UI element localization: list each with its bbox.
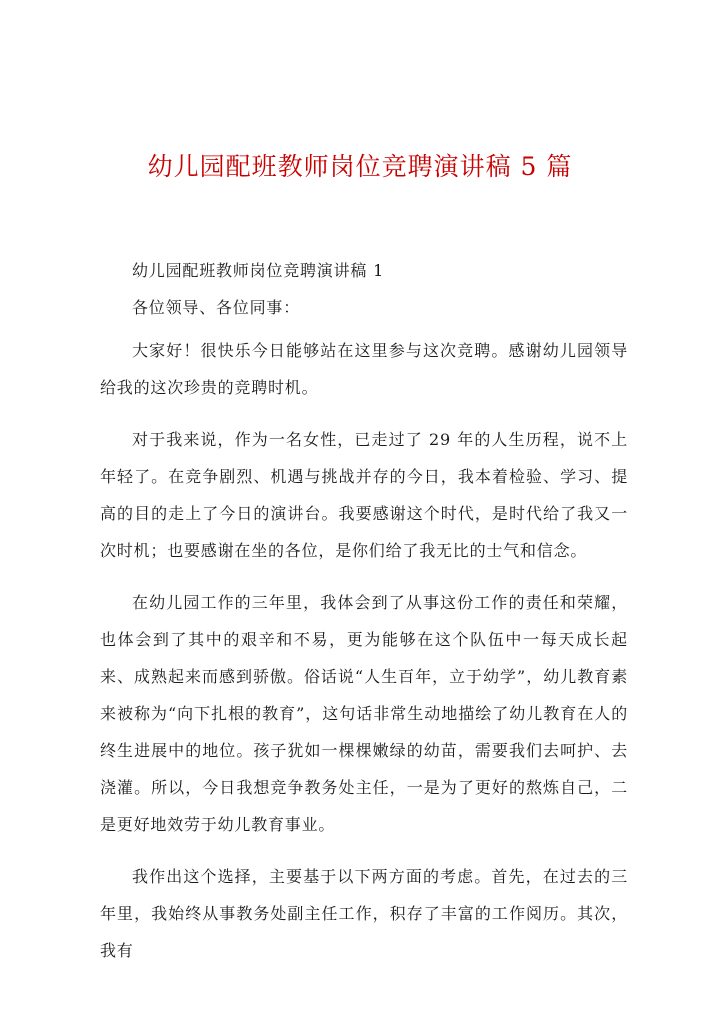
paragraph-reasons: 我作出这个选择，主要基于以下两方面的考虑。首先，在过去的三年里，我始终从事教务处副主任工作，积存了丰富的工作阅历。其次，我有 — [100, 867, 628, 960]
document-body — [100, 252, 628, 969]
paragraph-greeting: 大家好！很快乐今日能够站在这里参与这次竞聘。感谢幼儿园领导给我的这次珍贵的竞聘时机。 — [100, 341, 628, 397]
paragraph-experience: 在幼儿园工作的三年里，我体会到了从事这份工作的责任和荣耀，也体会到了其中的艰辛和不易，更为能够在这个队伍中一每天成长起来、成熟起来而感到骄傲。俗话说“人生百年，立于幼学”，幼儿教育素来被称为“向下扎根的教育”，这句话非常生动地描绘了幼儿教育在人的终生进展中的地位。孩子犹如一棵棵嫩绿的幼苗，需要我们去呵护、去浇灌。所以，今日我想竞争教务处主任，一是为了更好的熬炼自己，二是更好地效劳于幼儿教育事业。 — [100, 593, 628, 834]
paragraph-introduction: 对于我来说，作为一名女性，已走过了 29 年的人生历程，说不上年轻了。在竞争剧烈、机遇与挑战并存的今日，我本着检验、学习、提高的目的走上了今日的演讲台。我要感谢这个时代，是时代给了我又一次时机；也要感谢在坐的各位，是你们给了我无比的士气和信念。 — [100, 430, 628, 560]
paragraph-subtitle: 幼儿园配班教师岗位竞聘演讲稿 1 — [132, 261, 385, 280]
paragraph-salutation: 各位领导、各位同事： — [132, 298, 301, 317]
document-title: 幼儿园配班教师岗位竞聘演讲稿 5 篇 — [147, 152, 573, 181]
